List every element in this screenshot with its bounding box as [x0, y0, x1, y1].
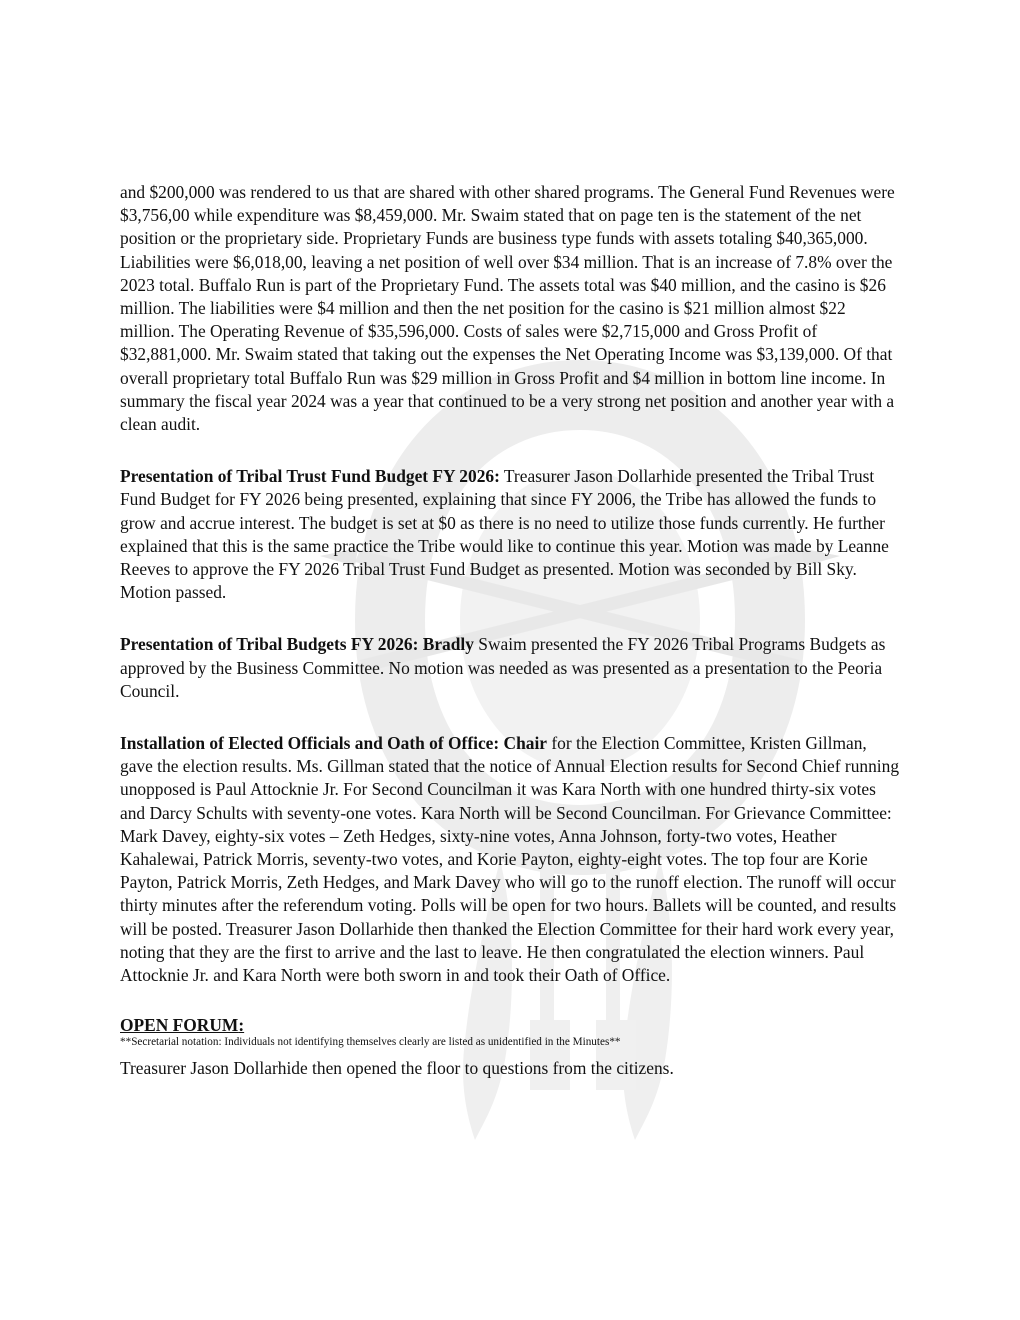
tribal-budgets-text: Swaim presented the FY 2026 Tribal Programs Budgets as approved by the Business Committee. No motion was needed as was presented as a presentation to the Peoria Council.: [120, 634, 886, 701]
tribal-budgets-heading: Presentation of Tribal Budgets FY 2026: Bradly: [120, 634, 474, 655]
open-forum-colon: :: [238, 1015, 245, 1036]
installation-text: for the Election Committee, Kristen Gillman, gave the election results. Ms. Gillman stated that the notice of Annual Election results for Second Chief running unopposed is Paul Attocknie Jr. For Second Councilman it was Kara North with one hundred thirty-six votes and Darcy Schults with seventy-one votes. Kara North will be Second Councilman. For Grievance Committee: Mark Davey, eighty-six votes – Zeth Hedges, sixty-nine votes, Anna Johnson, forty-two votes, Heather Kahalewai, Patrick Morris, seventy-two votes, and Korie Payton, eighty-eight votes. The top four are Korie Payton, Patrick Morris, Zeth Hedges, and Mark Davey who will go to the runoff election. The runoff will occur thirty minutes after the referendum voting. Polls will be open for two hours. Ballets will be counted, and results will be posted. Treasurer Jason Dollarhide then thanked the Election Committee for their hard work every year, noting that they are the first to arrive and the last to leave. He then congratulated the election winners. Paul Attocknie Jr. and Kara North were both sworn in and took their Oath of Office.: [120, 733, 900, 986]
trust-fund-budget-heading: Presentation of Tribal Trust Fund Budget FY 2026:: [120, 466, 500, 487]
trust-fund-budget-paragraph: [120, 465, 900, 604]
secretarial-notation: **Secretarial notation: Individuals not identifying themselves clearly are listed as unidentified in the Minutes**: [120, 1036, 621, 1049]
installation-paragraph: [120, 732, 900, 987]
document-body: [120, 181, 900, 1081]
budget-summary-paragraph: and $200,000 was rendered to us that are shared with other shared programs. The General Fund Revenues were $3,756,00 while expenditure was $8,459,000. Mr. Swaim stated that on page ten is the statement of the net position or the proprietary side. Proprietary Funds are business type funds with assets totaling $40,365,000. Liabilities were $6,018,00, leaving a net position of well over $34 million. That is an increase of 7.8% over the 2023 total. Buffalo Run is part of the Proprietary Fund. The assets total was $40 million, and the casino is $26 million. The liabilities were $4 million and then the net position for the casino is $21 million almost $22 million. The Operating Revenue of $35,596,000. Costs of sales were $2,715,000 and Gross Profit of $32,881,000. Mr. Swaim stated that taking out the expenses the Net Operating Income was $3,139,000. Of that overall proprietary total Buffalo Run was $29 million in Gross Profit and $4 million in bottom line income. In summary the fiscal year 2024 was a year that continued to be a very strong net position and another year with a clean audit.: [120, 182, 895, 435]
open-forum-title: OPEN FORUM: [120, 1015, 239, 1036]
trust-fund-budget-text: Treasurer Jason Dollarhide presented the Tribal Trust Fund Budget for FY 2026 being presented, explaining that since FY 2006, the Tribe has allowed the funds to grow and accrue interest. The budget is set at $0 as there is no need to utilize those funds currently. He further explained that this is the same practice the Tribe would like to continue this year. Motion was made by Leanne Reeves to approve the FY 2026 Tribal Trust Fund Budget as presented. Motion was seconded by Bill Sky. Motion passed.: [120, 466, 889, 603]
open-forum-heading: [120, 1015, 900, 1035]
tribal-budgets-paragraph: [120, 633, 900, 703]
open-forum-text: Treasurer Jason Dollarhide then opened the floor to questions from the citizens.: [120, 1058, 674, 1079]
installation-heading: Installation of Elected Officials and Oath of Office: Chair: [120, 733, 548, 754]
